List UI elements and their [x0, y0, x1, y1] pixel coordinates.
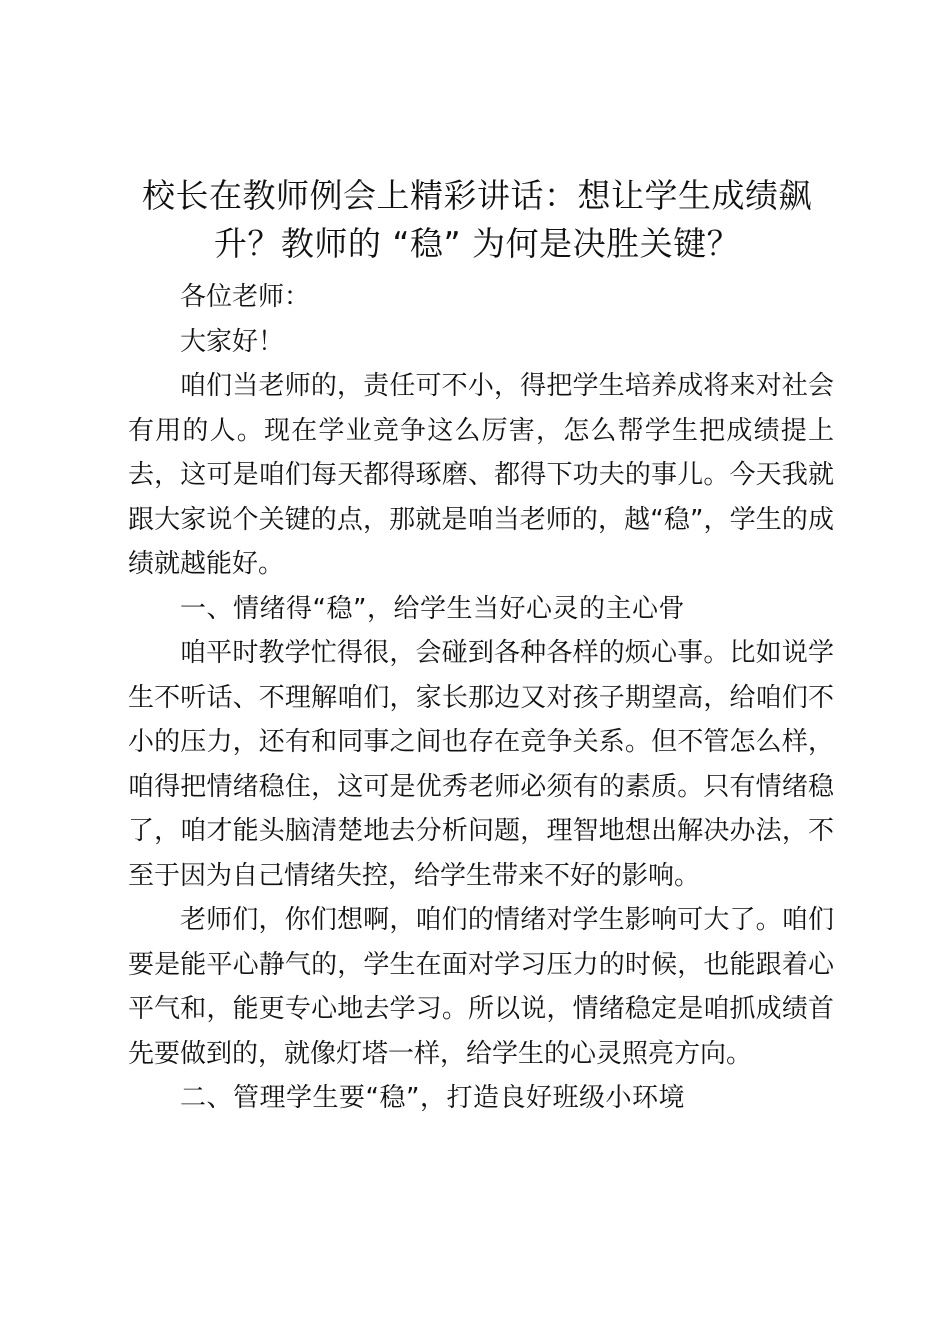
section-heading-1: 一、情绪得“稳”，给学生当好心灵的主心骨 — [180, 593, 685, 624]
intro-paragraph: 咱们当老师的，责任可不小，得把学生培养成将来对社会有用的人。现在学业竞争这么厉害，怎么帮学生把成绩提上去，这可是咱们每天都得琢磨、都得下功夫的事儿。今天我就跟大家说个关键的点，那就是咱当老师的，越“稳”，学生的成绩就越能好。 — [128, 371, 834, 579]
document-title: 校长在教师例会上精彩讲话：想让学生成绩飙升？教师的 “稳” 为何是决胜关键？ — [142, 176, 812, 263]
greeting: 大家好！ — [180, 326, 285, 357]
document-body — [128, 275, 834, 1121]
section-heading-2: 二、管理学生要“稳”，打造良好班级小环境 — [180, 1083, 685, 1113]
section-1-paragraph-2: 老师们，你们想啊，咱们的情绪对学生影响可大了。咱们要是能平心静气的，学生在面对学习压力的时候，也能跟着心平气和，能更专心地去学习。所以说，情绪稳定是咱抓成绩首先要做到的，就像灯塔一样，给学生的心灵照亮方向。 — [128, 905, 834, 1069]
section-1-paragraph-1: 咱平时教学忙得很，会碰到各种各样的烦心事。比如说学生不听话、不理解咱们，家长那边又对孩子期望高，给咱们不小的压力，还有和同事之间也存在竞争关系。但不管怎么样，咱得把情绪稳住，这可是优秀老师必须有的素质。只有情绪稳了，咱才能头脑清楚地去分析问题，理智地想出解决办法，不至于因为自己情绪失控，给学生带来不好的影响。 — [128, 638, 834, 891]
salutation: 各位老师： — [180, 282, 311, 312]
